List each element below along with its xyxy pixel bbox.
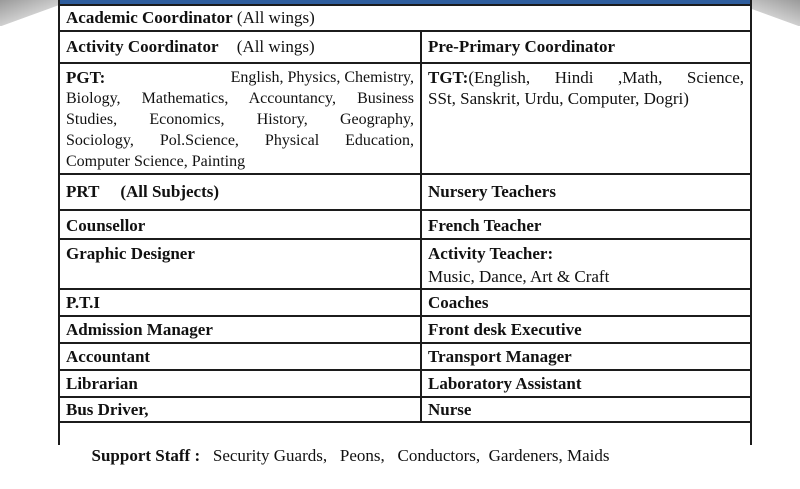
coaches-label: Coaches xyxy=(428,293,489,312)
front-desk-executive-label: Front desk Executive xyxy=(428,320,582,339)
activity-teacher-subjects: Music, Dance, Art & Craft xyxy=(428,267,610,286)
support-staff-list: Security Guards, Peons, Conductors, Gardeners, Maids xyxy=(212,446,610,465)
pgt-subjects-line-1: English, Physics, Chemistry, xyxy=(230,69,414,86)
tgt-label: TGT: xyxy=(428,68,469,87)
pgt-label: PGT: xyxy=(66,68,106,87)
academic-coordinator-label: Academic Coordinator xyxy=(66,8,233,27)
row-academic-coordinator xyxy=(60,4,750,30)
tgt-cell xyxy=(422,64,750,173)
row-pgt-tgt xyxy=(60,62,750,173)
pgt-subjects-line-4: Sociology, Pol.Science, Physical Education, xyxy=(66,132,414,149)
nurse-label: Nurse xyxy=(428,400,472,419)
laboratory-assistant-label: Laboratory Assistant xyxy=(428,374,582,393)
librarian-label: Librarian xyxy=(60,371,422,396)
preprimary-coordinator-label: Pre-Primary Coordinator xyxy=(428,37,616,56)
french-teacher-label: French Teacher xyxy=(428,216,542,235)
row-pti xyxy=(60,288,750,315)
tgt-line-1 xyxy=(428,67,744,88)
activity-teacher-label: Activity Teacher: xyxy=(428,244,554,263)
academic-coordinator-note: (All wings) xyxy=(232,8,315,27)
row-graphic-designer xyxy=(60,238,750,288)
pti-label: P.T.I xyxy=(60,290,422,315)
row-counsellor xyxy=(60,209,750,238)
transport-manager-label: Transport Manager xyxy=(428,347,572,366)
row-support-staff xyxy=(60,421,750,465)
row-librarian xyxy=(60,369,750,396)
nursery-teachers-label: Nursery Teachers xyxy=(428,182,556,201)
activity-coordinator-note: (All wings) xyxy=(236,37,315,56)
row-coordinators xyxy=(60,30,750,62)
tgt-line-2: SSt, Sanskrit, Urdu, Computer, Dogri) xyxy=(428,89,689,108)
activity-coordinator-cell xyxy=(60,32,422,62)
admission-manager-label: Admission Manager xyxy=(60,317,422,342)
vacancy-table xyxy=(58,0,752,465)
pgt-cell xyxy=(60,64,422,173)
row-admission-manager xyxy=(60,315,750,342)
bus-driver-label: Bus Driver, xyxy=(60,398,422,421)
accountant-label: Accountant xyxy=(60,344,422,369)
pgt-subjects-line-2: Biology, Mathematics, Accountancy, Business xyxy=(66,90,414,107)
row-bus-driver xyxy=(60,396,750,421)
pgt-subjects-line-5: Computer Science, Painting xyxy=(66,153,246,170)
page-curl-left xyxy=(0,0,60,26)
graphic-designer-label: Graphic Designer xyxy=(60,240,422,288)
activity-teacher-cell xyxy=(422,240,750,288)
prt-label: PRT (All Subjects) xyxy=(60,175,422,209)
pgt-subjects-line-3: Studies, Economics, History, Geography, xyxy=(66,111,414,128)
academic-coordinator-cell xyxy=(60,6,750,30)
activity-coordinator-label: Activity Coordinator xyxy=(66,37,219,56)
preprimary-coordinator-cell xyxy=(422,32,750,62)
tgt-subjects-1-text: (English, Hindi ,Math, Science, xyxy=(468,68,744,87)
counsellor-label: Counsellor xyxy=(60,211,422,238)
support-staff-cell xyxy=(60,423,750,489)
support-staff-label: Support Staff : xyxy=(91,446,201,465)
row-accountant xyxy=(60,342,750,369)
row-prt xyxy=(60,173,750,209)
